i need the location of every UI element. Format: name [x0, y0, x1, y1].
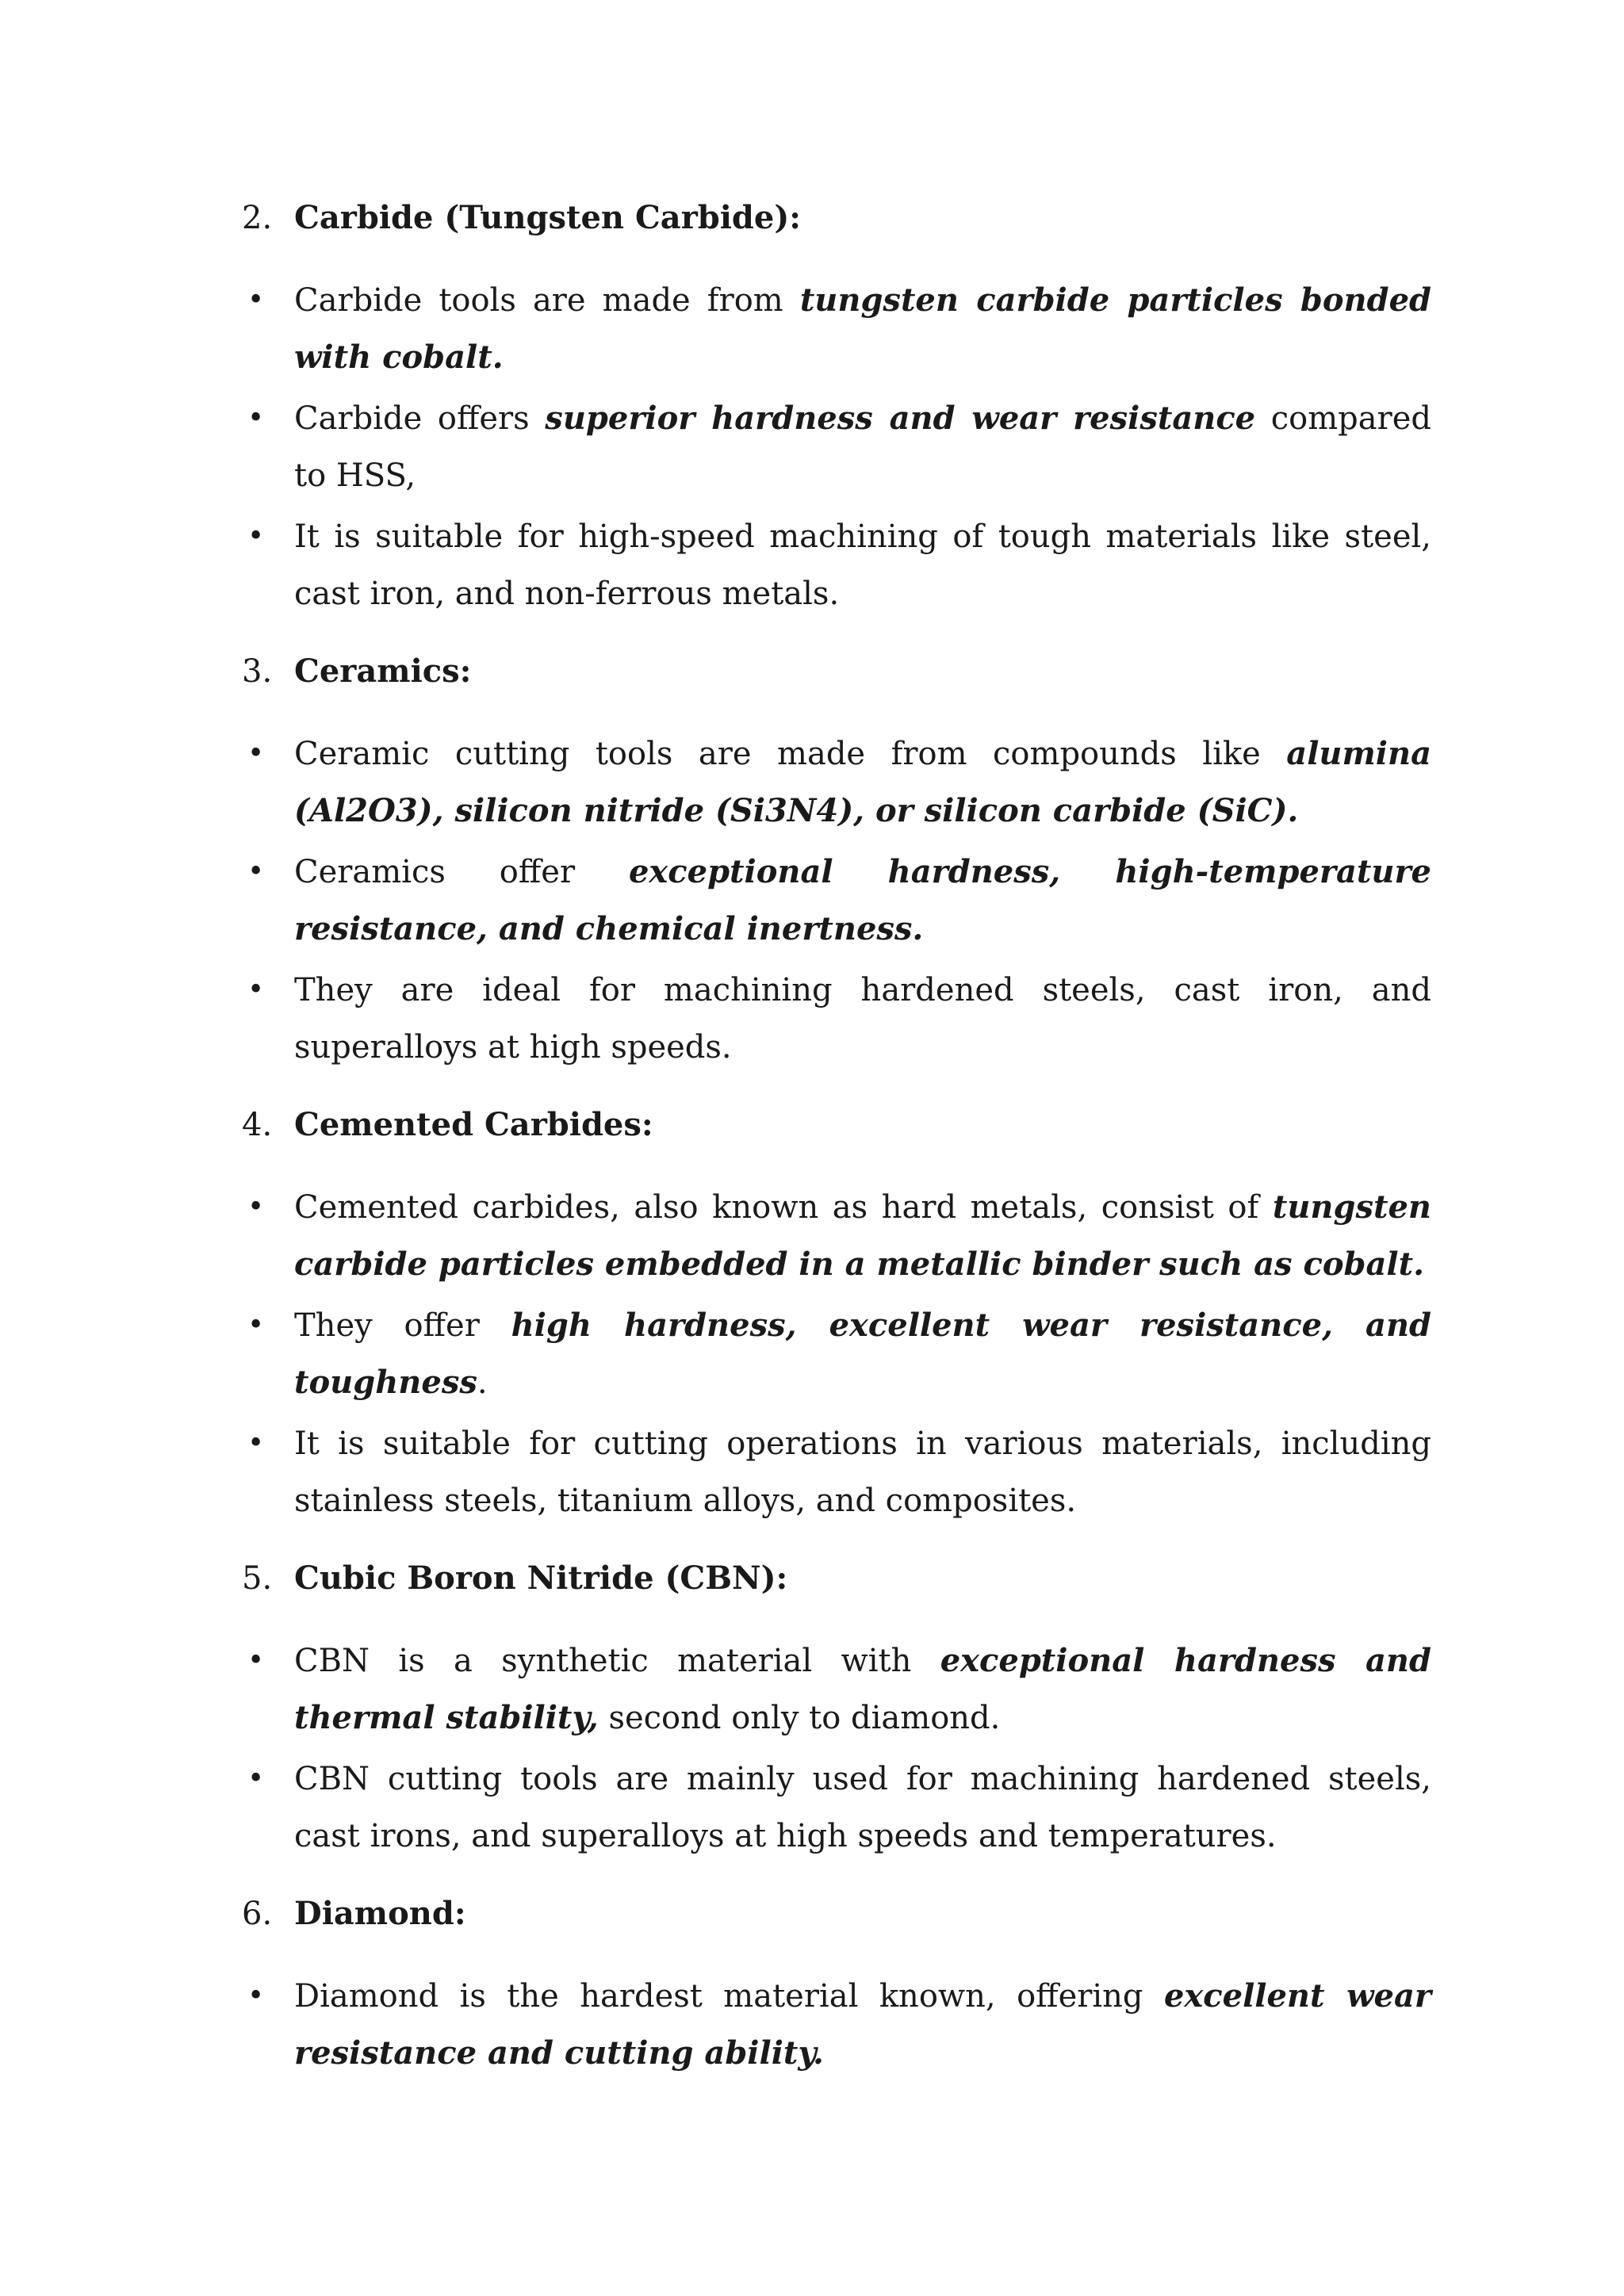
bullet-item	[247, 1751, 1431, 1865]
bullet-text: Carbide tools are made from tungsten carbide particles bonded with cobalt.	[294, 281, 1431, 376]
section-title: Cubic Boron Nitride (CBN):	[294, 1559, 788, 1597]
bullet-item	[247, 390, 1431, 504]
bullet-icon: •	[247, 1762, 265, 1795]
section-title: Diamond:	[294, 1895, 466, 1932]
bullet-item	[247, 272, 1431, 386]
bullet-text: Ceramics offer exceptional hardness, high-temperature resistance, and chemical inertness.	[294, 853, 1431, 947]
bullet-icon: •	[247, 1980, 265, 2012]
bullet-item	[247, 1297, 1431, 1411]
bullet-item	[247, 725, 1431, 840]
section-number: 6.	[242, 1896, 273, 1932]
section-number: 3.	[242, 653, 273, 690]
section-title: Carbide (Tungsten Carbide):	[294, 199, 802, 236]
bullet-text: Diamond is the hardest material known, offering excellent wear resistance and cutting ability.	[294, 1977, 1431, 2072]
bullet-text: It is suitable for high-speed machining of tough materials like steel, cast iron, and non-ferrous metals.	[294, 519, 1431, 612]
bullet-icon: •	[247, 1191, 265, 1223]
bullet-icon: •	[247, 1644, 265, 1677]
section-number: 5.	[242, 1560, 273, 1597]
bullet-item	[247, 962, 1431, 1076]
bullet-text: Ceramic cutting tools are made from compounds like alumina (Al2O3), silicon nitride (Si3N4), or silicon carbide (SiC).	[294, 735, 1431, 829]
bullet-item	[247, 508, 1431, 622]
bullet-item	[247, 1179, 1431, 1293]
bullet-icon: •	[247, 284, 265, 316]
section-heading	[242, 1550, 787, 1607]
bullet-icon: •	[247, 855, 265, 888]
bullet-icon: •	[247, 402, 265, 434]
section-heading	[242, 1096, 653, 1154]
bullet-item	[247, 1632, 1431, 1747]
bullet-item	[247, 1415, 1431, 1529]
bullet-text: CBN is a synthetic material with exceptional hardness and thermal stability, second only to diamond.	[294, 1642, 1431, 1736]
bullet-text: They are ideal for machining hardened steels, cast iron, and superalloys at high speeds.	[294, 972, 1431, 1066]
bullet-icon: •	[247, 520, 265, 553]
bullet-text: It is suitable for cutting operations in various materials, including stainless steels, titanium alloys, and composites.	[294, 1425, 1431, 1519]
bullet-text: They offer high hardness, excellent wear resistance, and toughness.	[294, 1307, 1431, 1401]
bullet-icon: •	[247, 1309, 265, 1341]
section-title: Ceramics:	[294, 652, 472, 690]
section-heading	[242, 189, 801, 247]
bullet-item	[247, 844, 1431, 958]
bullet-text: Cemented carbides, also known as hard metals, consist of tungsten carbide particles embedded in a metallic binder such as cobalt.	[294, 1188, 1431, 1283]
section-heading	[242, 643, 471, 700]
bullet-icon: •	[247, 737, 265, 770]
section-heading	[242, 1885, 466, 1942]
section-number: 4.	[242, 1107, 273, 1143]
bullet-item	[247, 1968, 1431, 2082]
section-title: Cemented Carbides:	[294, 1106, 653, 1143]
bullet-text: Carbide offers superior hardness and wear resistance compared to HSS,	[294, 400, 1432, 494]
bullet-icon: •	[247, 974, 265, 1006]
bullet-text: CBN cutting tools are mainly used for machining hardened steels, cast irons, and superalloys at high speeds and temperatures.	[294, 1761, 1431, 1854]
bullet-icon: •	[247, 1427, 265, 1460]
section-number: 2.	[242, 200, 273, 236]
